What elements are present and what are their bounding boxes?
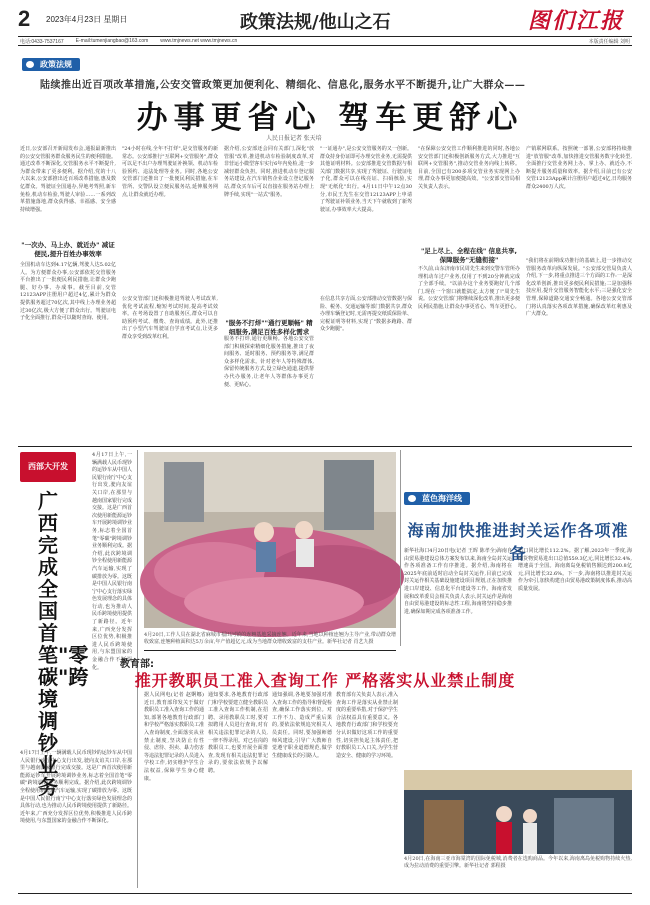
contact-email: E-mail:tumenjiangbao@163.com [75, 38, 149, 44]
ocean-headline: 海南加快推进封关运作各项准备 [407, 521, 629, 563]
lead-subhead-1: "一次办、马上办、就近办" 减证便民,提升百姓办事效率 [21, 241, 115, 258]
policy-tag-label: 政策法规 [40, 60, 72, 69]
rose-photo-graphic [144, 452, 396, 628]
duty-free-caption: 4月20日,在海南三亚市海棠湾的国际免税城,消费者在选购商品。今年以来,海南离岛免税购物持续火热,成为拉动消费的重要引擎。新华社记者 郭程摄 [404, 856, 632, 869]
lead-subhead-3: "足上尽上、全程在线" 信息共享,保障服务"无缝衔接" [420, 247, 517, 264]
west-col-2: 4月17日上午,一辆满载人民币现钞的运钞车从中国人民银行南宁中心支行出发,驶向友谊关口岸,在那里与越南国家银行完成交接。这是广西首次使用新能源运钞车开展跨境调钞业务,标志着全国首笔"零碳"跨境调钞业务顺利完成。据介绍,此次跨境调钞全程使用新能源汽车运输,实现了碳排放为零。这既是中国人民银行南宁中心支行落实绿色发展理念的具体行动,也为推动人民币跨境使用提供了新路径。近年来,广西充分发挥区位优势,积极推进人民币跨境使用,与东盟国家的金融合作不断深化。 [20, 750, 132, 825]
page-number: 2 [18, 6, 31, 31]
lead-col-6b: "我们将在前期成功推行的基础上,进一步推动交管服务改革向纵深发展。"公安部交管局负责人介绍,下一步,将重点推进三个方面的工作:一是深化改革创新,推出更多便民利民措施;二是加强科技应用,提升交管服务智能化水平;三是强化安全管理,保障道路交通安全畅通。各地公安交管部门将认真落实各项改革措施,确保改革红利惠及广大群众。 [526, 258, 632, 318]
west-headline: 广西完成全国首笔"零碳"跨境调钞业务 [38, 489, 89, 799]
rose-processing-photo [144, 452, 396, 628]
teacher-col-3: 通知强调,各地要加强对准入查询工作的指导和督促检查,确保工作落实到位。对工作不力、造成严重后果的,要依法依规追究相关人员责任。同时,要加强师德师风建设,引导广大教师自觉遵守职业道德规范,做学生健康成长的引路人。 [272, 692, 333, 759]
lead-col-1b: 全国机动车达到4.17亿辆,驾驶人达5.02亿人。为方便群众办事,公安部依托交管服务平台推出了一批便民利民措施,让群众少跑腿、好办事、办成事。截至目前,交管12123APP注册用户超过4亿,累计为群众提供服务超过70亿次,其中线上办理业务超过30亿次,极大方便了群众出行。驾驶证电子化全面推行,群众可以随时查询、使用。 [20, 262, 116, 322]
lead-col-2b: 公安交管部门还积极推进驾驶人考试改革,优化考试流程,缩短考试时间,提高考试效率。在考场设置了自助服务区,群众可以自助预约考试、缴费、查询成绩。此外,还推出了小型汽车驾驶证自学直考试点,让更多群众享受到改革红利。 [122, 296, 218, 340]
footer-rule [18, 893, 632, 894]
lead-col-3: 据介绍,公安部还会同有关部门,深化"放管服"改革,推进机动车检验制度改革,对非营运小微型客车实行6年内免检,进一步减轻群众负担。同时,推进机动车登记服务站建设,在汽车销售企业设立登记服务站,群众买车后可以直接在服务站办理上牌手续,实现"一站式"服务。 [224, 146, 314, 198]
west-col: 4月17日上午,一辆满载人民币现钞的运钞车从中国人民银行南宁中心支行出发,驶向友谊关口岸,在那里与越南国家银行完成交接。这是广西首次使用新能源运钞车开展跨境调钞业务,标志着全国首笔"零碳"跨境调钞业务顺利完成。据介绍,此次跨境调钞全程使用新能源汽车运输,实现了碳排放为零。这既是中国人民银行南宁中心支行落实绿色发展理念的具体行动,也为推动人民币跨境使用提供了新路径。近年来,广西充分发挥区位优势,积极推进人民币跨境使用,与东盟国家的金融合作不断深化。 [92, 452, 133, 671]
column-divider [400, 450, 401, 646]
duty-free-graphic [404, 770, 632, 854]
editor-credit: 本版责任编辑 刘明 [588, 38, 630, 45]
teacher-col-2: 通知要求,各地教育行政部门和学校要建立健全教职员工准入查询工作机制,在招聘、录用教职员工时,要对拟聘用人员进行查询,对有相关违法犯罪记录的人员,一律不得录用。对已在岗的教职员工,也要开展全面排查,发现有相关违法犯罪记录的,要依法依规予以解聘。 [208, 692, 269, 774]
lead-byline: 人民日报记者 张天培 [266, 136, 322, 142]
tag-dot-icon [26, 61, 34, 68]
lead-headline: 办事更省心 驾车更舒心 [136, 100, 524, 136]
lead-kicker: 陆续推出近百项改革措施,公安交管政策更加便利化、精细化、信息化,服务水平不断提升,让广大群众—— [40, 80, 526, 91]
teacher-col-1: 据人民网电(记者 赵婀娜)近日,教育部印发关于做好教职员工准入查询工作的通知,部署各地教育行政部门和学校严格落实教职员工准入查询制度,全面落实从业禁止制度,坚决防止有性侵、虐待、拐卖、暴力伤害等违法犯罪记录的人员进入学校工作,切实维护学生合法权益,保障学生身心健康。 [144, 692, 205, 782]
ocean-tag [404, 492, 470, 505]
teacher-col-4: 教育部有关负责人表示,准入查询工作是落实从业禁止制度的重要举措,对于保护学生合法权益具有重要意义。各地教育行政部门和学校要充分认识做好这项工作的重要性,切实担负起主体责任,把好教职员工入口关,为学生营造安全、健康的学习环境。 [336, 692, 398, 759]
teacher-headline: 推开教职员工准入查询工作 严格落实从业禁止制度 [134, 671, 516, 690]
lead-col-2: "24小时在线,全年不打烊",是交管服务的新常态。公安部推行"互联网+交管服务",群众可以足不出户办理驾驶证补换领、机动车检验预约、违法处理等业务。同时,各地公安交管部门还推出了一批便民利民措施,在车管所、交警队设立便民服务站,延伸服务网点,让群众就近办理。 [122, 146, 218, 198]
lead-col-5: "在保障公安交管工作顺利推进的同时,各地公安交管部门还积极创新服务方式,大力推进"互联网+交管服务",推动交管业务向线上转移。目前,全国已有200多项交管业务实现网上办理,群众办事更加便捷高效。"公安部交管局相关负责人表示。 [418, 146, 520, 190]
lead-bottom-rule [18, 446, 632, 447]
lead-col-3b: 服务不打烊,通行更顺畅。各地公安交管部门积极探索精细化服务措施,推出了夜间服务、延时服务、预约服务等,满足群众多样化需求。针对老年人等特殊群体,保留传统服务方式,设立绿色通道,提供帮办代办服务,让老年人等群体办事更方便、更贴心。 [224, 336, 314, 388]
duty-free-photo [404, 770, 632, 854]
section-title: 政策法规/他山之石 [240, 12, 391, 33]
lead-col-5b: 不久前,山东济南市民周先生来到交警车管所办理机动车过户业务,仅用了不到20分钟就完成了全部手续。"以前办这个业务要跑好几个部门,现在一个窗口就能搞定,太方便了!"周先生说。公安交管部门将继续深化改革,推出更多便民利民措施,让群众办事更省心、驾车更舒心。 [418, 266, 520, 310]
contact-bar [18, 36, 632, 46]
rose-photo-caption: 4月20日,工作人员在湖北省麻城市福田河镇的连翘基地采摘连翘。近年来,当地以种植连翘为主导产业,带动群众增收致富,连翘种植面积达5万余亩,年产值超亿元,成为当地群众增收致富的支柱产业。新华社记者 肖艺九摄 [144, 632, 396, 645]
newspaper-logo: 图们江报 [528, 8, 625, 34]
teacher-kicker: 教育部: [120, 659, 154, 670]
lead-col-6: 产销联网联系。按照统一部署,公安部将持续推进"放管服"改革,加快推进交管服务数字化转型,全面推行交管业务网上办、掌上办、就近办,不断提升服务质量和效率。据介绍,目前已有公安交管12123App累计注册用户超过4亿,日均服务群众2400万人次。 [526, 146, 632, 190]
ocean-col-2: 出口同比增长112.2%。据了解,2023年一季度,海南货物贸易进出口总值559.3亿元,同比增长32.4%,增速高于全国。海南离岛免税销售额达到200.8亿元,同比增长32.6%。下一步,海南将以推进封关运作为牵引,加快构建自由贸易港政策制度体系,推动高质量发展。 [518, 548, 632, 592]
lead-col-4b: 在信息共享方面,公安部推动交管数据与保险、税务、交通运输等部门数据共享,群众办理车辆登记时,无需再提交纸质保险单、完税证明等材料,实现了"数据多跑路、群众少跑腿"。 [320, 296, 412, 333]
issue-date: 2023年4月23日 星期日 [46, 15, 128, 24]
teacher-top-rule [144, 650, 396, 651]
contact-web: www.tmjnews.net www.tmjnews.cn [160, 38, 238, 44]
policy-tag [22, 58, 80, 71]
west-tag [20, 452, 76, 482]
lead-col-1: 近日,公安部召开新闻发布会,通报最新推出的公安交管服务群众服务民生的便利措施。通过改革不断深化,交管服务水平不断提升,为群众带来了更多便利。据介绍,党的十八大以来,公安部推出近百项改革措施,惠及数亿群众。驾驶证全国通办,异地考驾照,新车免检,机动车检验,驾驶人审验……一系列改革措施落地,群众获得感、幸福感、安全感持续增强。 [20, 146, 116, 213]
contact-phone: 电话:0433-7537167 [20, 38, 64, 45]
tag-dot-icon [408, 495, 416, 502]
lead-col-4: "一证通办",是公安交管服务的又一创新。群众持身份证即可办理交管业务,无需提供其他证明材料。公安部推进交管数据与相关部门数据共享,实现了驾驶证、行驶证电子化,群众可以在线亮证、扫码核验,实现"无纸化"出行。4月11日中午12点30分,市民王先生在交管12123APP上申请了驾驶证补领业务,当天下午就收到了新驾驶证,办事效率大大提高。 [320, 146, 412, 213]
ocean-col-1: 新华社海口4月20日电(记者 王晖 陈孝全)海南自由贸易港建设总体方案发布以来,海南全岛封关运作各项准备工作有序推进。据介绍,海南将在2025年底前适时启动全岛封关运作,目前已完成封关运作相关基础设施建设项目规划,正在加快推进口岸建设、信息化平台建设等工作。海南省发展和改革委员会相关负责人表示,封关运作是海南自由贸易港建设的标志性工程,海南将坚持稳步推进,确保如期完成各项准备工作。 [404, 548, 512, 615]
west-tag-label: 西部大开发 [28, 462, 68, 471]
ocean-tag-label: 蓝色海洋线 [422, 494, 462, 503]
lead-subhead-2: "服务不打烊""通行更顺畅" 精细服务,满足百姓多样化需求 [225, 319, 313, 336]
